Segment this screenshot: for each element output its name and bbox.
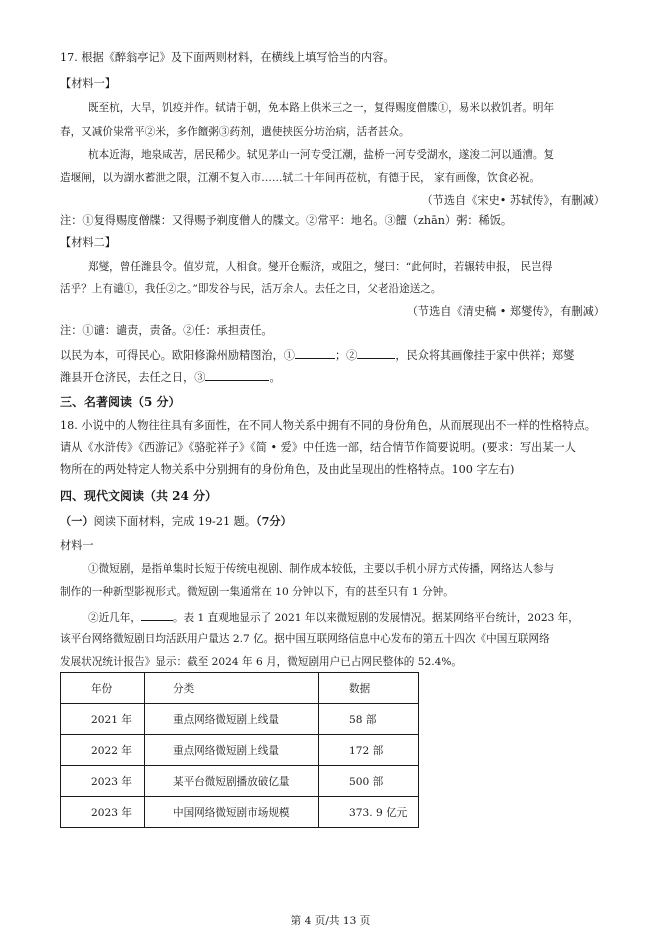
table-cell: 某平台微短剧播放破亿量 bbox=[145, 766, 319, 797]
m1-p2-line2: 造堰闸，以为湖水蓄泄之限，江潮不复入市……轼二十年间再莅杭，有德于民， 家有画像，饮食必祝。 bbox=[60, 172, 541, 184]
fill-text-e: 。 bbox=[269, 371, 281, 384]
answer-blank-1[interactable] bbox=[295, 347, 335, 359]
fill-line-2 bbox=[60, 369, 281, 385]
subsection-instruction: 阅读下面材料，完成 19-21 题。 bbox=[93, 515, 257, 528]
p1-line1: ①微短剧，是指单集时长短于传统电视剧、制作成本较低，主要以手机小屏方式传播，网络达人参与 bbox=[88, 563, 555, 575]
material-two-label: 【材料二】 bbox=[60, 236, 116, 249]
table-header-cell: 年份 bbox=[61, 673, 145, 704]
answer-blank-3[interactable] bbox=[205, 369, 269, 381]
table-row bbox=[61, 735, 419, 766]
table-header-cell: 分类 bbox=[145, 673, 319, 704]
table-cell: 172 部 bbox=[319, 735, 419, 766]
table-cell: 373. 9 亿元 bbox=[319, 797, 419, 828]
table-cell: 500 部 bbox=[319, 766, 419, 797]
table-cell: 2023 年 bbox=[61, 766, 145, 797]
section-3-heading: 三、名著阅读（5 分） bbox=[60, 395, 181, 409]
p2-text-b: 。表 1 直观地显示了 2021 年以来微短剧的发展情况。据某网络平台统计，2023 年， bbox=[172, 612, 579, 624]
answer-blank-4[interactable] bbox=[141, 609, 173, 621]
table-cell: 2022 年 bbox=[61, 735, 145, 766]
table-cell: 重点网络微短剧上线量 bbox=[145, 704, 319, 735]
data-table bbox=[60, 672, 419, 828]
material-one-modern-label: 材料一 bbox=[60, 539, 94, 552]
q18-line2: 请从《水浒传》《西游记》《骆驼祥子》《简 • 爱》中任选一部，结合情节作简要说明。(要求：写出某一人 bbox=[60, 441, 576, 454]
table-cell: 2021 年 bbox=[61, 704, 145, 735]
p2-line2: 该平台网络微短剧日均活跃用户量达 2.7 亿。据中国互联网络信息中心发布的第五十四次《中国互联网络 bbox=[60, 633, 550, 645]
p1-line2: 制作的一种新型影视形式。微短剧一集通常在 10 分钟以下，有的甚至只有 1 分钟。 bbox=[60, 586, 454, 598]
table-cell: 重点网络微短剧上线量 bbox=[145, 735, 319, 766]
m1-source: （节选自《宋史• 苏轼传》，有删减） bbox=[421, 194, 605, 207]
section-4-heading: 四、现代文阅读（共 24 分） bbox=[60, 489, 218, 503]
answer-blank-2[interactable] bbox=[357, 347, 395, 359]
q18-line1: 18. 小说中的人物往往具有多面性，在不同人物关系中拥有不同的身份角色，从而展现出不一样的性格特点。 bbox=[60, 419, 596, 432]
fill-line-1 bbox=[60, 347, 574, 363]
m2-note: 注：①谴：谴责，责备。②任：承担责任。 bbox=[60, 324, 273, 337]
q17-title: 17. 根据《醉翁亭记》及下面两则材料，在横线上填写恰当的内容。 bbox=[60, 51, 395, 64]
fill-text-a: 以民为本，可得民心。欧阳修滁州励精图治，① bbox=[60, 349, 295, 362]
table-cell: 中国网络微短剧市场规模 bbox=[145, 797, 319, 828]
m2-p1-line1: 郑燮，曾任潍县令。值岁荒，人相食。燮开仓赈济，或阻之，燮曰：“此何时，若辗转申报， 民岂得 bbox=[88, 261, 553, 273]
p2-line1 bbox=[88, 609, 579, 625]
m1-p2-line1: 杭本近海，地泉咸苦，居民稀少。轼见茅山一河专受江潮，盐桥一河专受湖水，遂浚二河以通漕。复 bbox=[88, 149, 555, 161]
table-header-row bbox=[61, 673, 419, 704]
m2-p1-line2: 活乎？上有谴①，我任②之。”即发谷与民，活万余人。去任之日，父老沿途送之。 bbox=[60, 283, 442, 295]
m1-note: 注：①复得赐度僧牒：又得赐予剃度僧人的牒文。②常平：地名。③饘（zhān）粥：稀饭。 bbox=[60, 214, 513, 227]
p2-text-a: ②近几年， bbox=[88, 612, 141, 624]
material-one-label: 【材料一】 bbox=[60, 77, 116, 90]
table-cell: 58 部 bbox=[319, 704, 419, 735]
table-row bbox=[61, 704, 419, 735]
m2-source: （节选自《清史稿 • 郑燮传》，有删减） bbox=[406, 305, 605, 318]
table-header-cell: 数据 bbox=[319, 673, 419, 704]
page-footer: 第 4 页/共 13 页 bbox=[290, 915, 371, 927]
fill-text-c: ，民众将其画像挂于家中供祥；郑燮 bbox=[395, 349, 575, 362]
q18-line3: 物所在的两处特定人物关系中分别拥有的身份角色，及由此呈现出的性格特点。100 字左右) bbox=[60, 463, 515, 476]
table-row bbox=[61, 797, 419, 828]
p2-line3: 发展状况统计报告》显示：截至 2024 年 6 月，微短剧用户已占网民整体的 52.4%。 bbox=[60, 656, 463, 668]
subsection-number: （一） bbox=[60, 514, 94, 528]
m1-p1-line2: 春，又减价粜常平②米，多作饘粥③药剂，遣使挟医分坊治病，活者甚众。 bbox=[60, 126, 410, 138]
subsection-1-heading bbox=[60, 514, 292, 529]
table-row bbox=[61, 766, 419, 797]
table-cell: 2023 年 bbox=[61, 797, 145, 828]
subsection-points: （7分） bbox=[256, 514, 292, 528]
fill-text-b: ；② bbox=[334, 349, 358, 362]
m1-p1-line1: 既至杭，大旱，饥疫并作。轼请于朝，免本路上供米三之一，复得赐度僧牒①，易米以救饥者。明年 bbox=[88, 102, 555, 114]
fill-text-d: 潍县开仓济民，去任之日，③ bbox=[60, 371, 206, 384]
